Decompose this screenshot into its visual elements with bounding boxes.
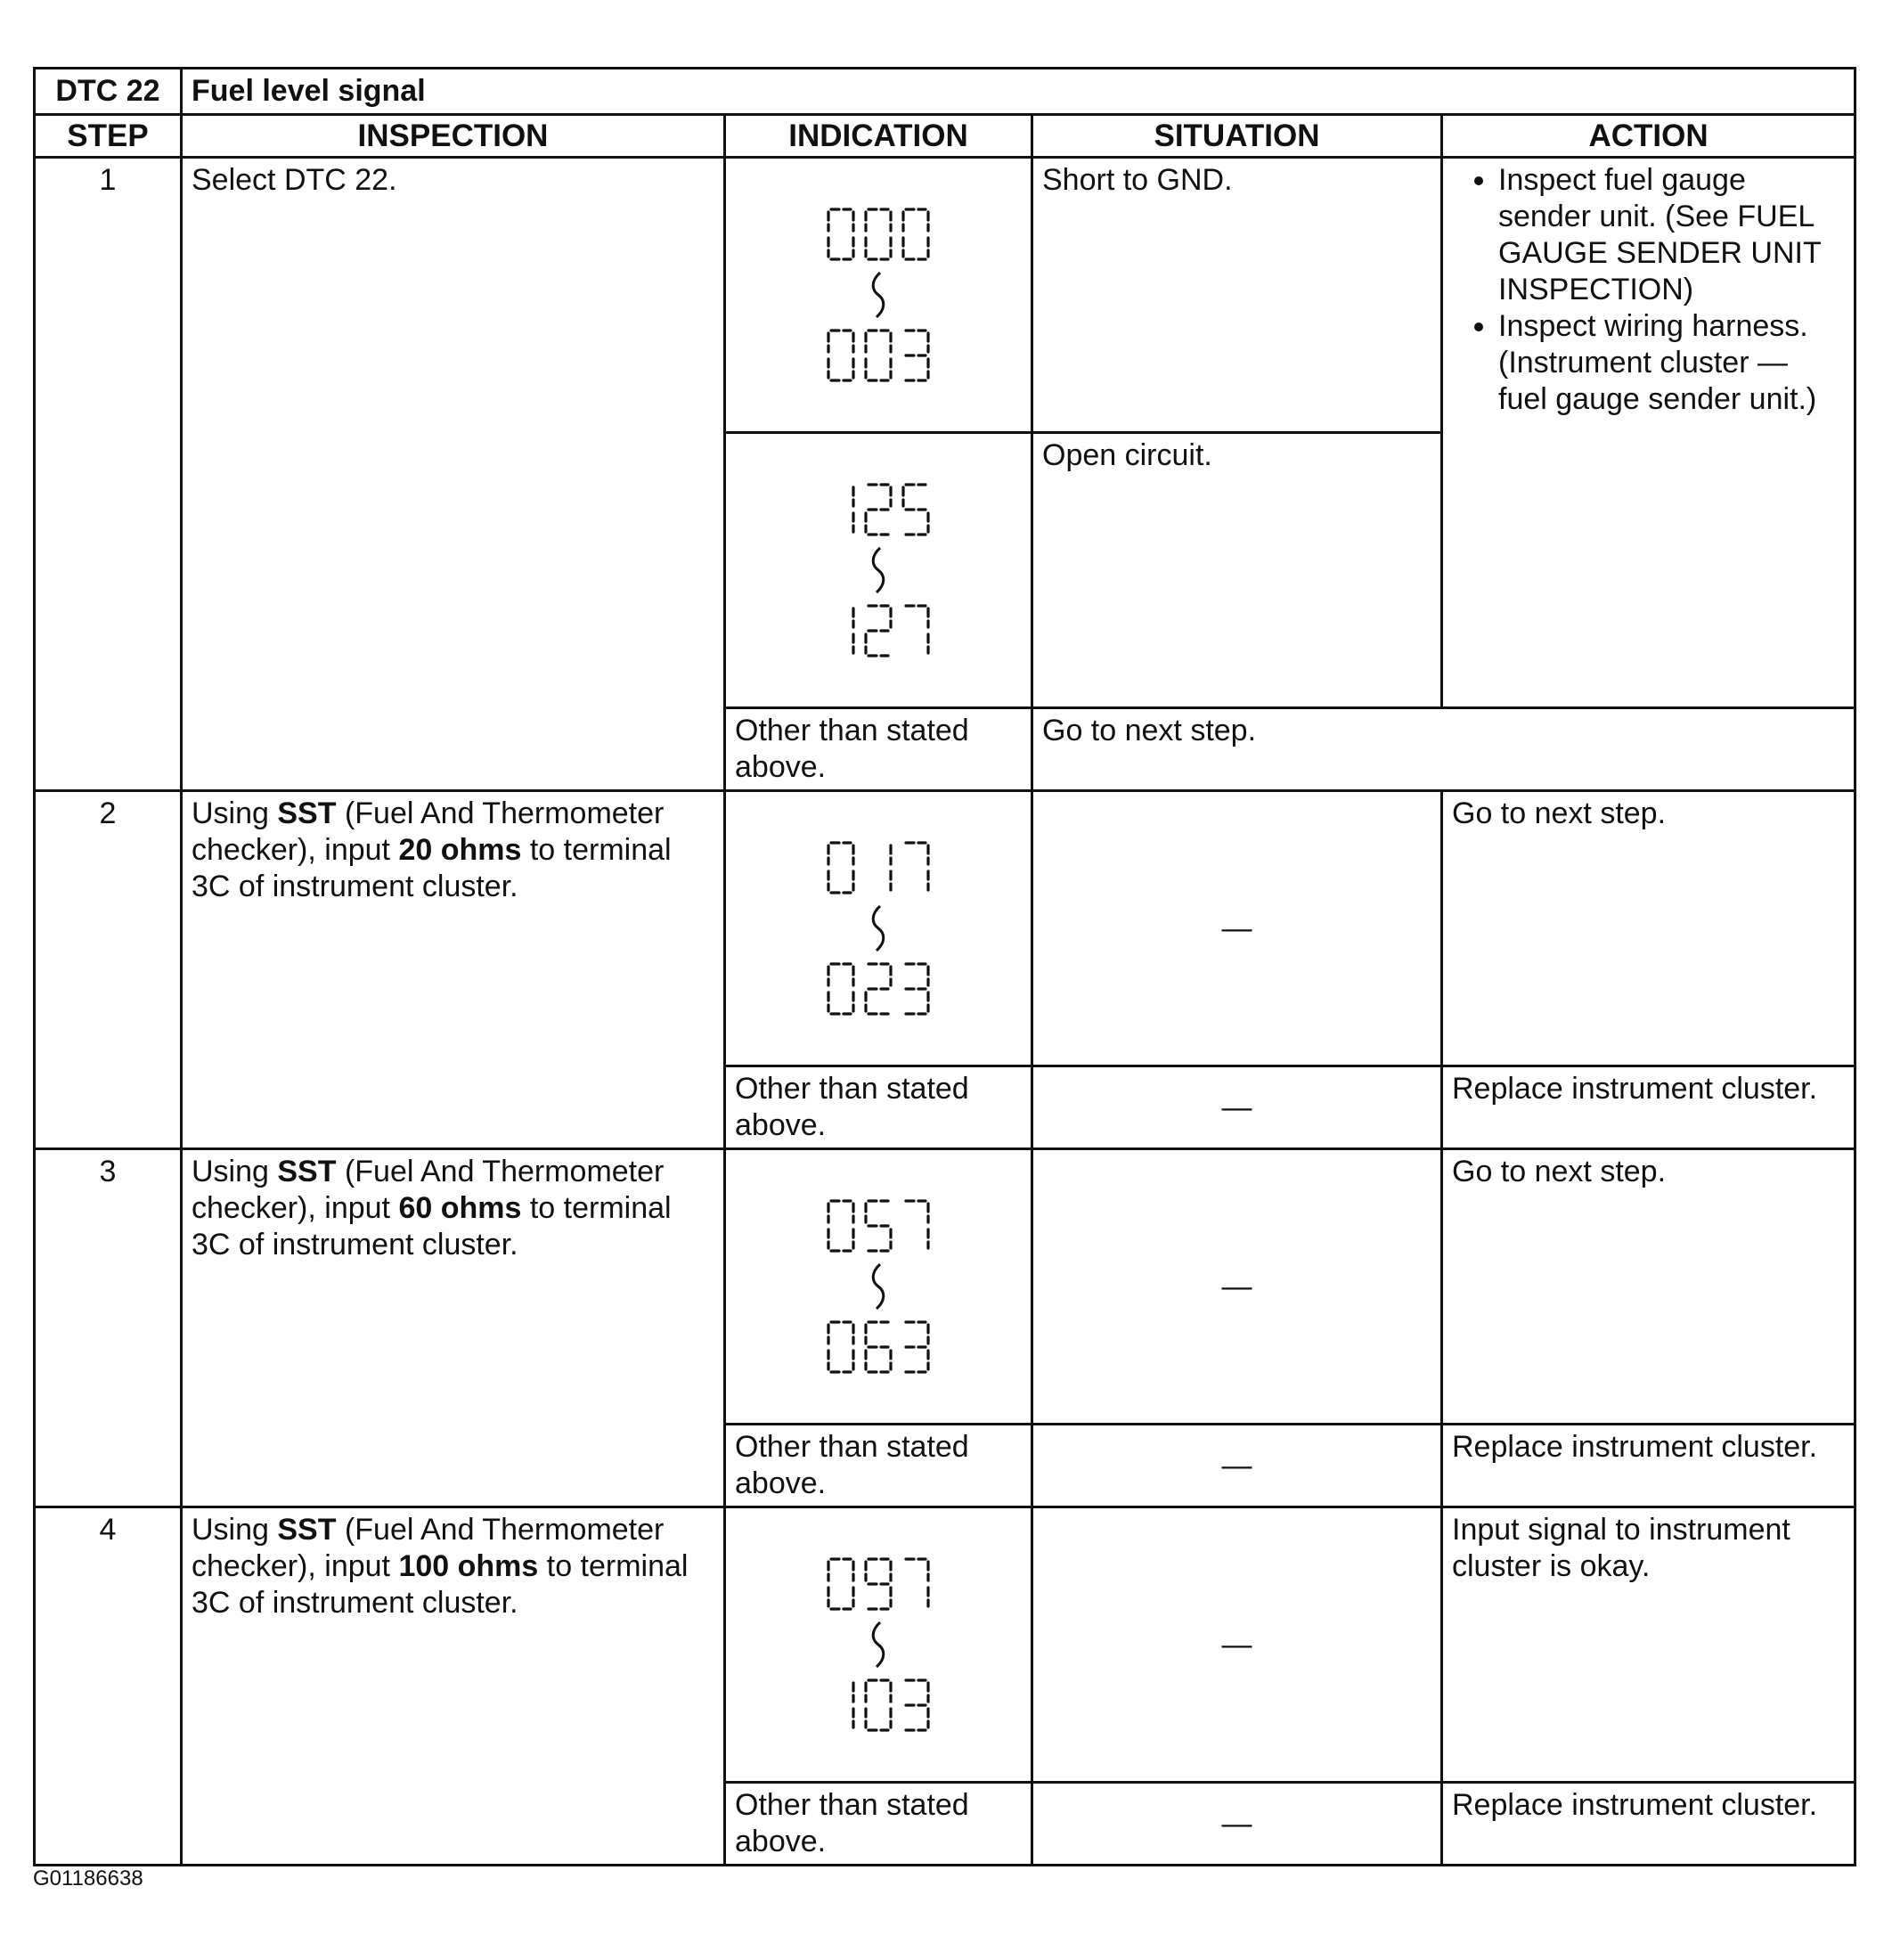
inspection-emphasis: 60 ohms xyxy=(398,1191,522,1225)
inspection-cell xyxy=(182,158,725,791)
range-tilde-icon xyxy=(868,545,889,595)
lcd-display-high xyxy=(826,1677,931,1734)
lcd-display-low xyxy=(826,1556,931,1613)
column-header-row xyxy=(35,115,1855,158)
lcd-display-high xyxy=(826,327,931,384)
indication-cell xyxy=(725,791,1032,1066)
inspection-emphasis: 20 ohms xyxy=(398,833,522,867)
situation-cell: — xyxy=(1032,791,1442,1066)
indication-text: Other than stated above. xyxy=(735,714,969,784)
inspection-cell xyxy=(182,791,725,1149)
inspection-text: (Fuel And Thermometer checker), input xyxy=(192,796,665,867)
range-tilde-icon xyxy=(868,1262,889,1311)
action-cell: Go to next step. xyxy=(1442,1149,1855,1425)
indication-cell xyxy=(725,1425,1032,1507)
inspection-emphasis: SST xyxy=(277,796,337,830)
inspection-text: to terminal 3C of instrument cluster. xyxy=(192,1191,672,1262)
action-cell xyxy=(1442,158,1855,708)
range-tilde-icon xyxy=(868,903,889,953)
step-number: 1 xyxy=(35,158,182,791)
col-step-header: STEP xyxy=(35,115,182,158)
indication-cell xyxy=(725,433,1032,708)
action-cell: Input signal to instrument cluster is okay. xyxy=(1442,1507,1855,1783)
lcd-display-high xyxy=(826,960,931,1017)
table-body xyxy=(35,158,1855,1866)
situation-cell: — xyxy=(1032,1425,1442,1507)
lcd-display-high xyxy=(826,1319,931,1376)
lcd-display-low xyxy=(826,839,931,896)
inspection-text: to terminal 3C of instrument cluster. xyxy=(192,1549,689,1620)
inspection-text: Using xyxy=(192,1513,278,1547)
table-row xyxy=(35,1507,1855,1783)
situation-cell: — xyxy=(1032,1066,1442,1149)
col-action-header: ACTION xyxy=(1442,115,1855,158)
step-number: 4 xyxy=(35,1507,182,1866)
col-situation-header: SITUATION xyxy=(1032,115,1442,158)
indication-cell xyxy=(725,1507,1032,1783)
inspection-emphasis: SST xyxy=(277,1155,337,1188)
action-cell: Replace instrument cluster. xyxy=(1442,1783,1855,1866)
inspection-cell xyxy=(182,1507,725,1866)
indication-cell xyxy=(725,1783,1032,1866)
indication-text: Other than stated above. xyxy=(735,1788,969,1858)
col-indication-header: INDICATION xyxy=(725,115,1032,158)
step-number: 3 xyxy=(35,1149,182,1507)
step-number: 2 xyxy=(35,791,182,1149)
indication-cell xyxy=(725,1149,1032,1425)
situation-cell: — xyxy=(1032,1507,1442,1783)
inspection-text: to terminal 3C of instrument cluster. xyxy=(192,833,672,903)
indication-cell xyxy=(725,158,1032,433)
lcd-display-low xyxy=(826,481,931,538)
indication-cell xyxy=(725,708,1032,791)
diagnostic-table xyxy=(33,67,1856,1866)
table-title-row xyxy=(35,69,1855,115)
inspection-text: (Fuel And Thermometer checker), input xyxy=(192,1513,665,1583)
indication-text: Other than stated above. xyxy=(735,1072,969,1142)
action-cell: Replace instrument cluster. xyxy=(1442,1066,1855,1149)
inspection-text: (Fuel And Thermometer checker), input xyxy=(192,1155,665,1225)
figure-code: G01186638 xyxy=(33,1866,143,1891)
situation-cell: Short to GND. xyxy=(1032,158,1442,433)
col-inspection-header: INSPECTION xyxy=(182,115,725,158)
action-cell: Go to next step. xyxy=(1442,791,1855,1066)
lcd-display-high xyxy=(826,602,931,659)
dtc-title: Fuel level signal xyxy=(182,69,1855,115)
lcd-display-low xyxy=(826,206,931,263)
indication-cell xyxy=(725,1066,1032,1149)
inspection-text: Select DTC 22. xyxy=(192,163,397,197)
situation-cell: Open circuit. xyxy=(1032,433,1442,708)
dtc-code: DTC 22 xyxy=(35,69,182,115)
inspection-emphasis: SST xyxy=(277,1513,337,1547)
inspection-text: Using xyxy=(192,1155,278,1188)
inspection-emphasis: 100 ohms xyxy=(398,1549,539,1583)
indication-text: Other than stated above. xyxy=(735,1430,969,1500)
range-tilde-icon xyxy=(868,270,889,320)
action-list-item: • Inspect wiring harness. (Instrument cluster — fuel gauge sender unit.) xyxy=(1498,308,1845,418)
table-row xyxy=(35,791,1855,1066)
action-cell: Replace instrument cluster. xyxy=(1442,1425,1855,1507)
lcd-display-low xyxy=(826,1197,931,1254)
action-list xyxy=(1452,162,1845,418)
situation-cell: Go to next step. xyxy=(1032,708,1855,791)
situation-cell: — xyxy=(1032,1783,1442,1866)
situation-cell: — xyxy=(1032,1149,1442,1425)
inspection-text: Using xyxy=(192,796,278,830)
table-row xyxy=(35,1149,1855,1425)
action-list-item: • Inspect fuel gauge sender unit. (See FUEL GAUGE SENDER UNIT INSPECTION) xyxy=(1498,162,1845,308)
range-tilde-icon xyxy=(868,1620,889,1670)
table-row xyxy=(35,158,1855,433)
inspection-cell xyxy=(182,1149,725,1507)
